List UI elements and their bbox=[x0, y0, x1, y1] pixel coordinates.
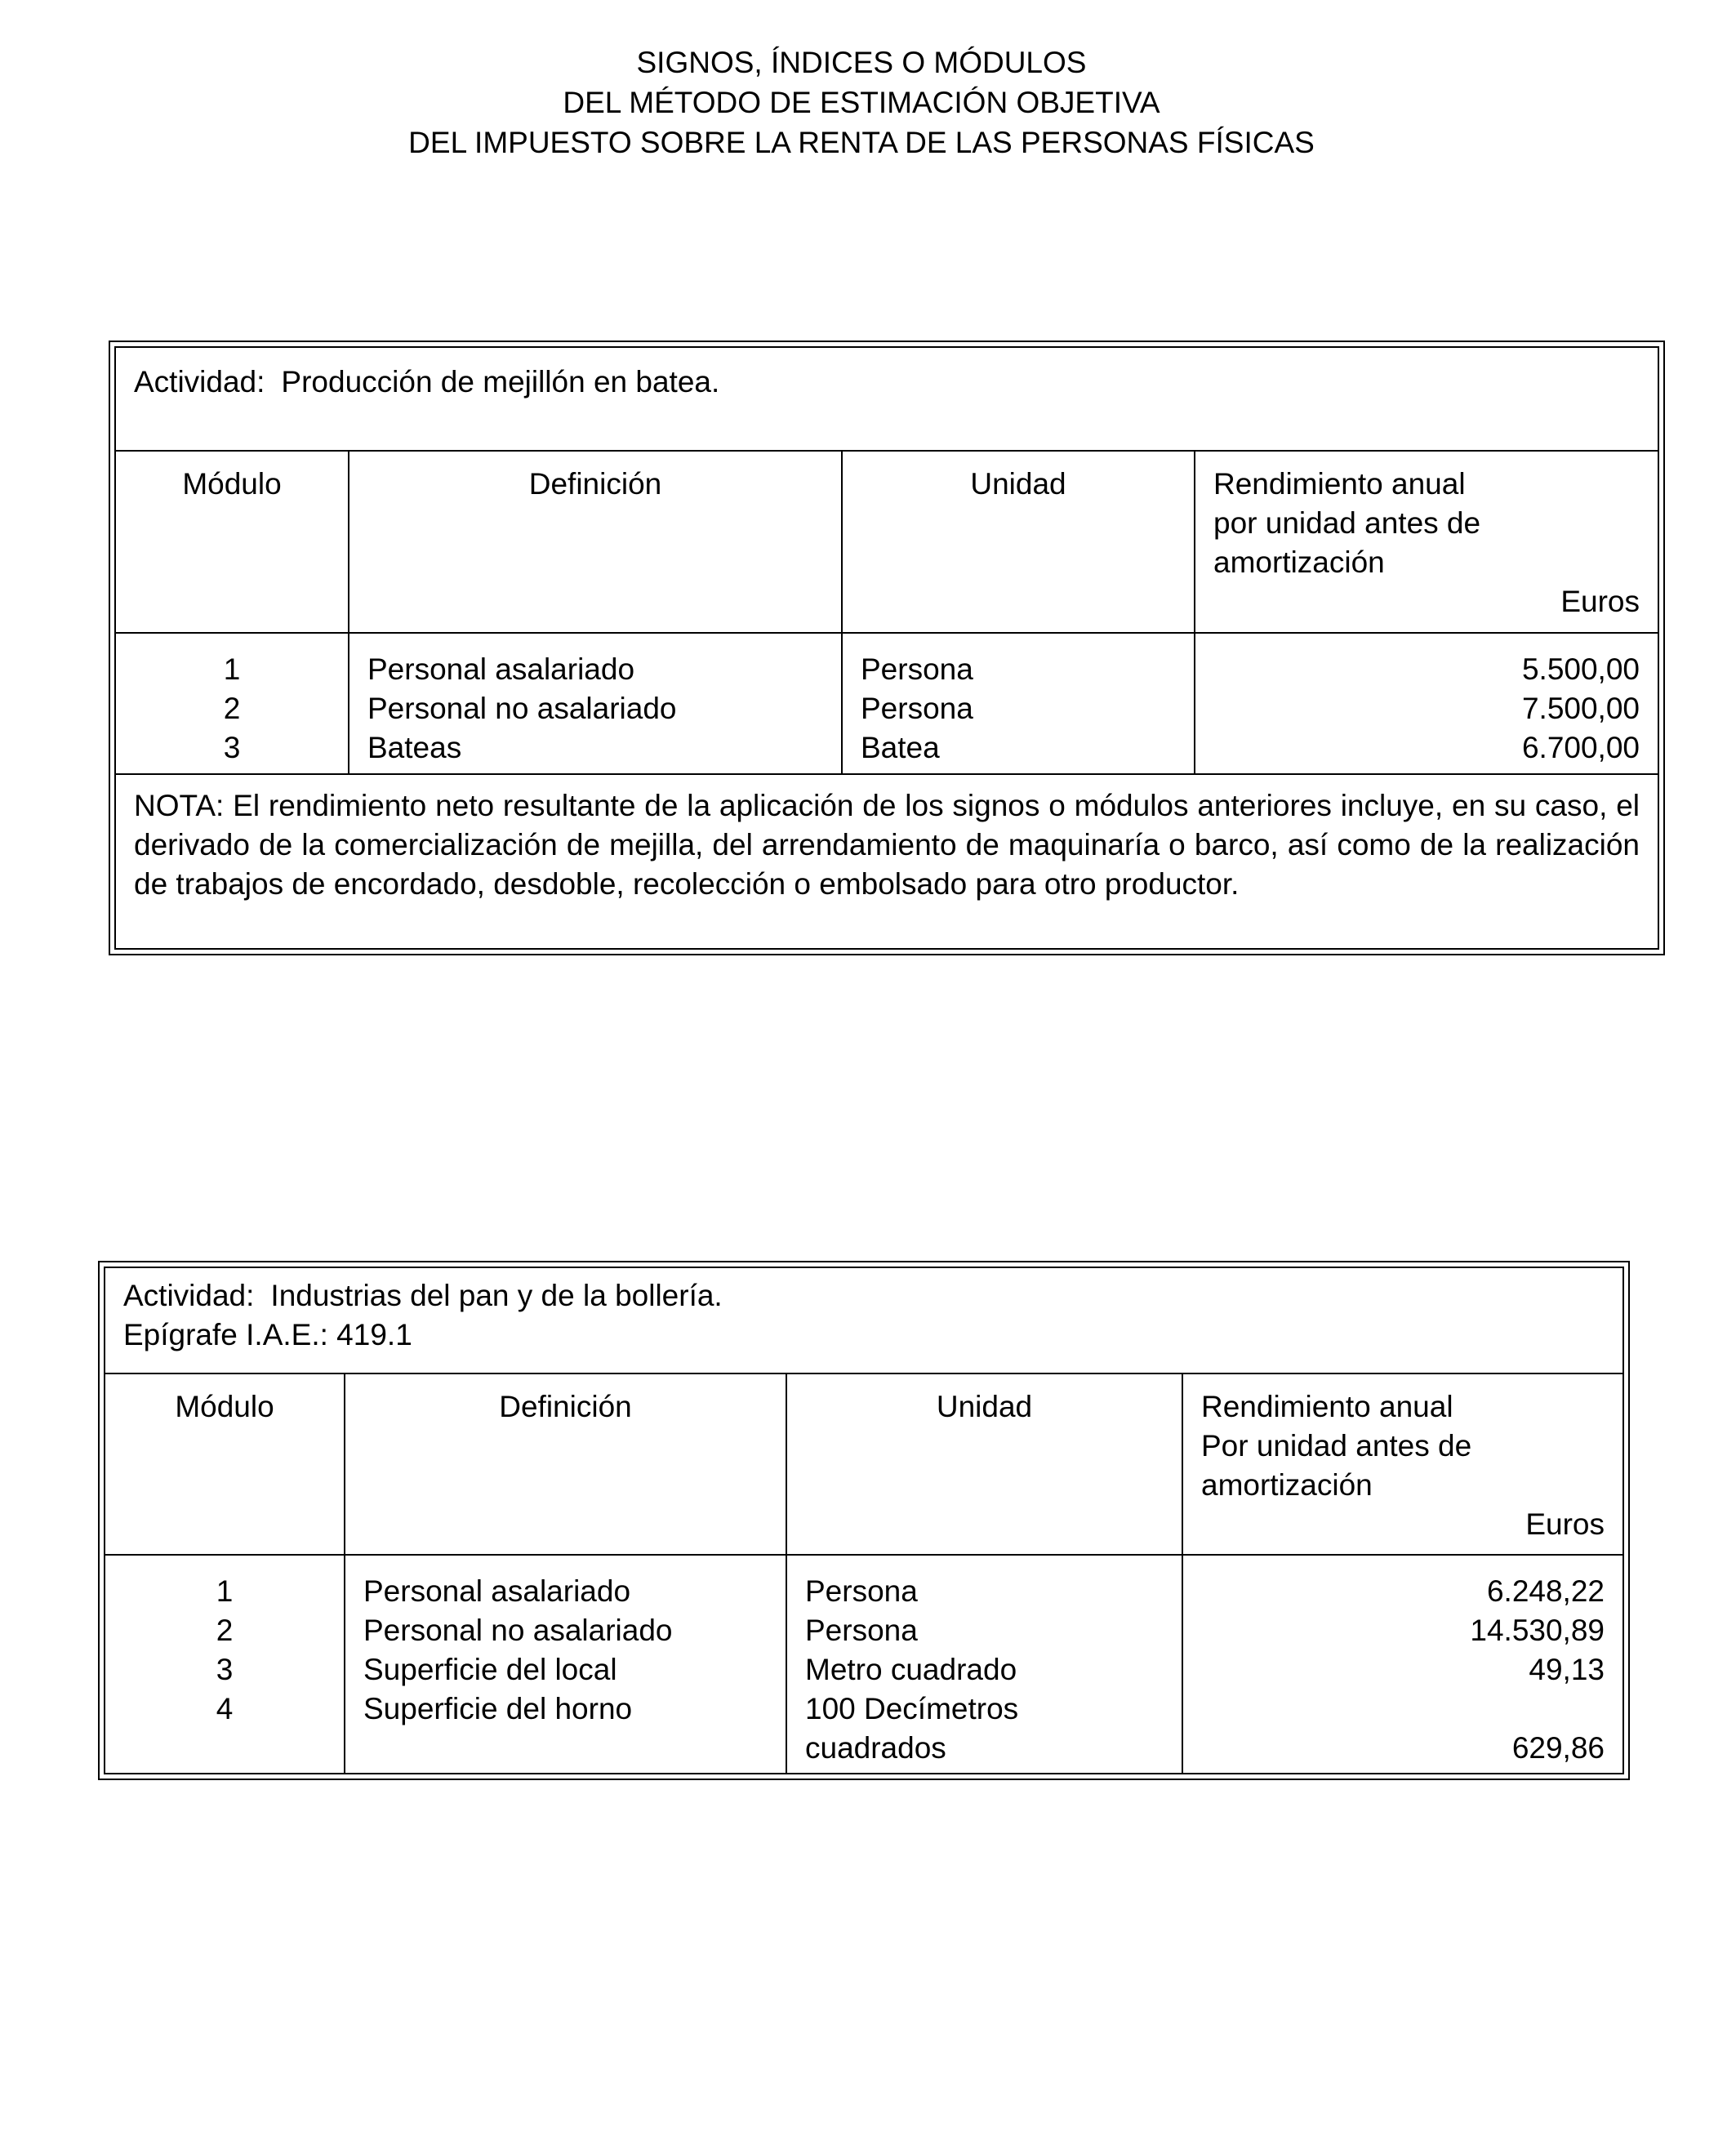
cell-definicion: Personal asalariado bbox=[363, 1574, 631, 1608]
cell-unidad: Metro cuadrado bbox=[805, 1653, 1017, 1686]
column-definicion bbox=[345, 1555, 786, 1774]
cell-modulo: 4 bbox=[216, 1692, 234, 1725]
nota-text: NOTA: El rendimiento neto resultante de la aplicación de los signos o módulos anteriores incluye, en su caso, el derivado de la comercialización de mejilla, del arrendamiento de maquinaría o barco, así como de la realización de trabajos de encordado, desdoble, recolección o embolsado para otro productor. bbox=[115, 774, 1658, 949]
cell-rendimiento: 5.500,00 bbox=[1521, 652, 1640, 686]
header-definicion: Definición bbox=[345, 1373, 786, 1555]
modulos-table-pan bbox=[98, 1261, 1630, 1780]
modulos-table-mejillon bbox=[109, 341, 1665, 955]
cell-unidad: Batea bbox=[861, 731, 940, 764]
cell-modulo: 3 bbox=[223, 731, 241, 764]
actividad-value: Producción de mejillón en batea. bbox=[281, 365, 720, 398]
column-definicion bbox=[349, 633, 842, 774]
header-rendimiento bbox=[1182, 1373, 1623, 1555]
cell-rendimiento: 629,86 bbox=[1511, 1731, 1605, 1765]
header-rendimiento-line-3: amortización bbox=[1201, 1468, 1373, 1502]
epigrafe: Epígrafe I.A.E.: 419.1 bbox=[123, 1318, 412, 1351]
header-rendimiento bbox=[1195, 451, 1658, 633]
header-rendimiento-line-3: amortización bbox=[1213, 545, 1385, 579]
cell-definicion: Bateas bbox=[367, 731, 462, 764]
cell-unidad: Persona bbox=[861, 652, 973, 686]
header-rendimiento-line-1: Rendimiento anual bbox=[1201, 1390, 1453, 1423]
cell-definicion: Personal asalariado bbox=[367, 652, 635, 686]
cell-unidad: Persona bbox=[805, 1614, 918, 1647]
cell-rendimiento-spacer bbox=[1201, 1690, 1605, 1729]
column-modulo bbox=[105, 1555, 345, 1774]
header-modulo: Módulo bbox=[115, 451, 349, 633]
cell-definicion: Superficie del horno bbox=[363, 1692, 633, 1725]
column-unidad bbox=[786, 1555, 1182, 1774]
cell-modulo: 1 bbox=[216, 1574, 234, 1608]
header-unidad: Unidad bbox=[842, 451, 1195, 633]
column-rendimiento bbox=[1195, 633, 1658, 774]
column-rendimiento bbox=[1182, 1555, 1623, 1774]
actividad-label: Actividad: bbox=[123, 1279, 255, 1312]
cell-definicion: Personal no asalariado bbox=[367, 692, 677, 725]
header-rendimiento-line-2: por unidad antes de bbox=[1213, 506, 1481, 540]
cell-unidad: 100 Decímetros bbox=[805, 1692, 1019, 1725]
cell-rendimiento: 49,13 bbox=[1529, 1653, 1605, 1686]
header-rendimiento-line-2: Por unidad antes de bbox=[1201, 1429, 1472, 1463]
cell-modulo: 2 bbox=[216, 1614, 234, 1647]
header-modulo: Módulo bbox=[105, 1373, 345, 1555]
header-definicion: Definición bbox=[349, 451, 842, 633]
actividad-value: Industrias del pan y de la bollería. bbox=[270, 1279, 723, 1312]
cell-modulo: 1 bbox=[223, 652, 241, 686]
cell-unidad: Persona bbox=[805, 1574, 918, 1608]
column-unidad bbox=[842, 633, 1195, 774]
cell-modulo: 2 bbox=[223, 692, 241, 725]
cell-unidad-continued: cuadrados bbox=[805, 1731, 946, 1765]
cell-definicion: Superficie del local bbox=[363, 1653, 617, 1686]
actividad-row bbox=[105, 1267, 1623, 1373]
title-line-1: SIGNOS, ÍNDICES O MÓDULOS bbox=[636, 46, 1087, 79]
actividad-line bbox=[123, 1276, 1605, 1316]
actividad-label: Actividad: bbox=[134, 365, 265, 398]
title-line-2: DEL MÉTODO DE ESTIMACIÓN OBJETIVA bbox=[563, 86, 1160, 119]
document-title bbox=[0, 42, 1723, 163]
header-euros: Euros bbox=[1560, 585, 1640, 618]
cell-rendimiento: 6.248,22 bbox=[1486, 1574, 1605, 1608]
actividad-row bbox=[115, 347, 1658, 451]
cell-modulo: 3 bbox=[216, 1653, 234, 1686]
cell-rendimiento: 14.530,89 bbox=[1470, 1614, 1605, 1647]
header-rendimiento-line-1: Rendimiento anual bbox=[1213, 467, 1466, 501]
cell-definicion: Personal no asalariado bbox=[363, 1614, 673, 1647]
header-unidad: Unidad bbox=[786, 1373, 1182, 1555]
title-line-3: DEL IMPUESTO SOBRE LA RENTA DE LAS PERSONAS FÍSICAS bbox=[408, 126, 1315, 159]
header-euros: Euros bbox=[1525, 1507, 1605, 1541]
column-modulo bbox=[115, 633, 349, 774]
cell-unidad: Persona bbox=[861, 692, 973, 725]
cell-rendimiento: 6.700,00 bbox=[1521, 731, 1640, 764]
cell-rendimiento: 7.500,00 bbox=[1521, 692, 1640, 725]
